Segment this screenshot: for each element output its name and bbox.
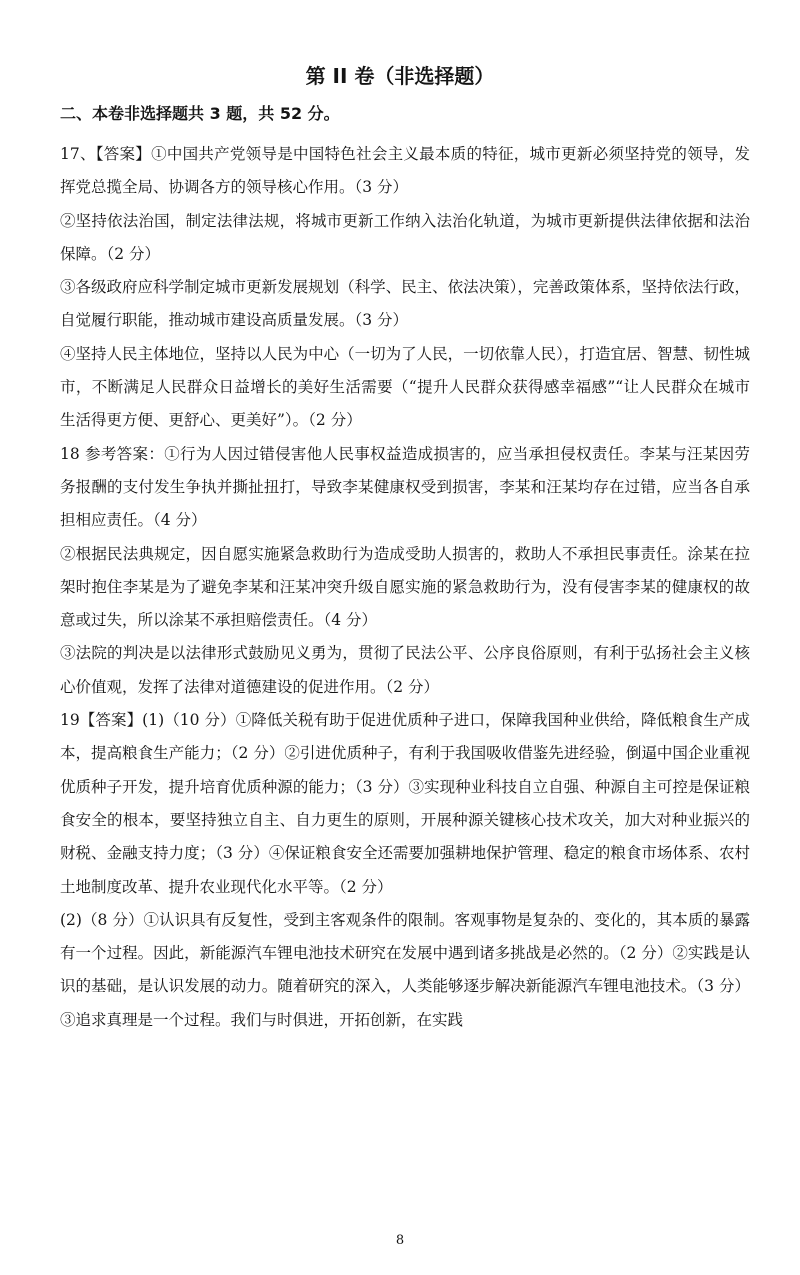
answer-17-point-4: ④坚持人民主体地位，坚持以人民为中心（一切为了人民，一切依靠人民），打造宜居、智慧、韧性城市，不断满足人民群众日益增长的美好生活需要（“提升人民群众获得感幸福感”“让人民群众在城市生活得更方便、更舒心、更美好”）。（2 分） [60, 344, 750, 430]
answer-18-point-3: ③法院的判决是以法律形式鼓励见义勇为，贯彻了民法公平、公序良俗原则，有利于弘扬社会主义核心价值观，发挥了法律对道德建设的促进作用。（2 分） [60, 644, 750, 696]
answer-19-part-1: 19【答案】(1)（10 分）①降低关税有助于促进优质种子进口，保障我国种业供给，降低粮食生产成本，提高粮食生产能力；（2 分）②引进优质种子，有利于我国吸收借鉴先进经验，倒逼中国企业重视优质种子开发，提升培育优质种源的能力；（3 分）③实现种业科技自立自强、种源自主可控是保证粮食安全的根本，要坚持独立自主、自力更生的原则，开展种源关键核心技术攻关，加大对种业振兴的财税、金融支持力度；（3 分）④保证粮食安全还需要加强耕地保护管理、稳定的粮食市场体系、农村土地制度改革、提升农业现代化水平等。（2 分） [60, 711, 750, 896]
section-heading: 二、本卷非选择题共 3 题，共 52 分。 [60, 104, 340, 123]
answer-body [60, 138, 750, 1037]
answer-17-point-3: ③各级政府应科学制定城市更新发展规划（科学、民主、依法决策），完善政策体系，坚持依法行政，自觉履行职能，推动城市建设高质量发展。（3 分） [60, 278, 750, 330]
answer-18-point-1: 18 参考答案：①行为人因过错侵害他人民事权益造成损害的，应当承担侵权责任。李某与汪某因劳务报酬的支付发生争执并撕扯扭打，导致李某健康权受到损害，李某和汪某均存在过错，应当各自承担相应责任。（4 分） [60, 444, 750, 530]
answer-19-part-2: (2)（8 分）①认识具有反复性，受到主客观条件的限制。客观事物是复杂的、变化的，其本质的暴露有一个过程。因此，新能源汽车锂电池技术研究在发展中遇到诸多挑战是必然的。（2 分）②实践是认识的基础，是认识发展的动力。随着研究的深入，人类能够逐步解决新能源汽车锂电池技术。（3 分）③追求真理是一个过程。我们与时俱进，开拓创新，在实践 [60, 910, 750, 1029]
answer-17-point-2: ②坚持依法治国，制定法律法规，将城市更新工作纳入法治化轨道，为城市更新提供法律依据和法治保障。（2 分） [60, 211, 750, 263]
page-title: 第 II 卷（非选择题） [305, 64, 495, 88]
answer-17-point-1: 17、【答案】①中国共产党领导是中国特色社会主义最本质的特征，城市更新必须坚持党的领导，发挥党总揽全局、协调各方的领导核心作用。（3 分） [60, 145, 750, 197]
answer-18-point-2: ②根据民法典规定，因自愿实施紧急救助行为造成受助人损害的，救助人不承担民事责任。涂某在拉架时抱住李某是为了避免李某和汪某冲突升级自愿实施的紧急救助行为，没有侵害李某的健康权的故意或过失，所以涂某不承担赔偿责任。（4 分） [60, 544, 750, 630]
page-number: 8 [395, 1233, 405, 1248]
